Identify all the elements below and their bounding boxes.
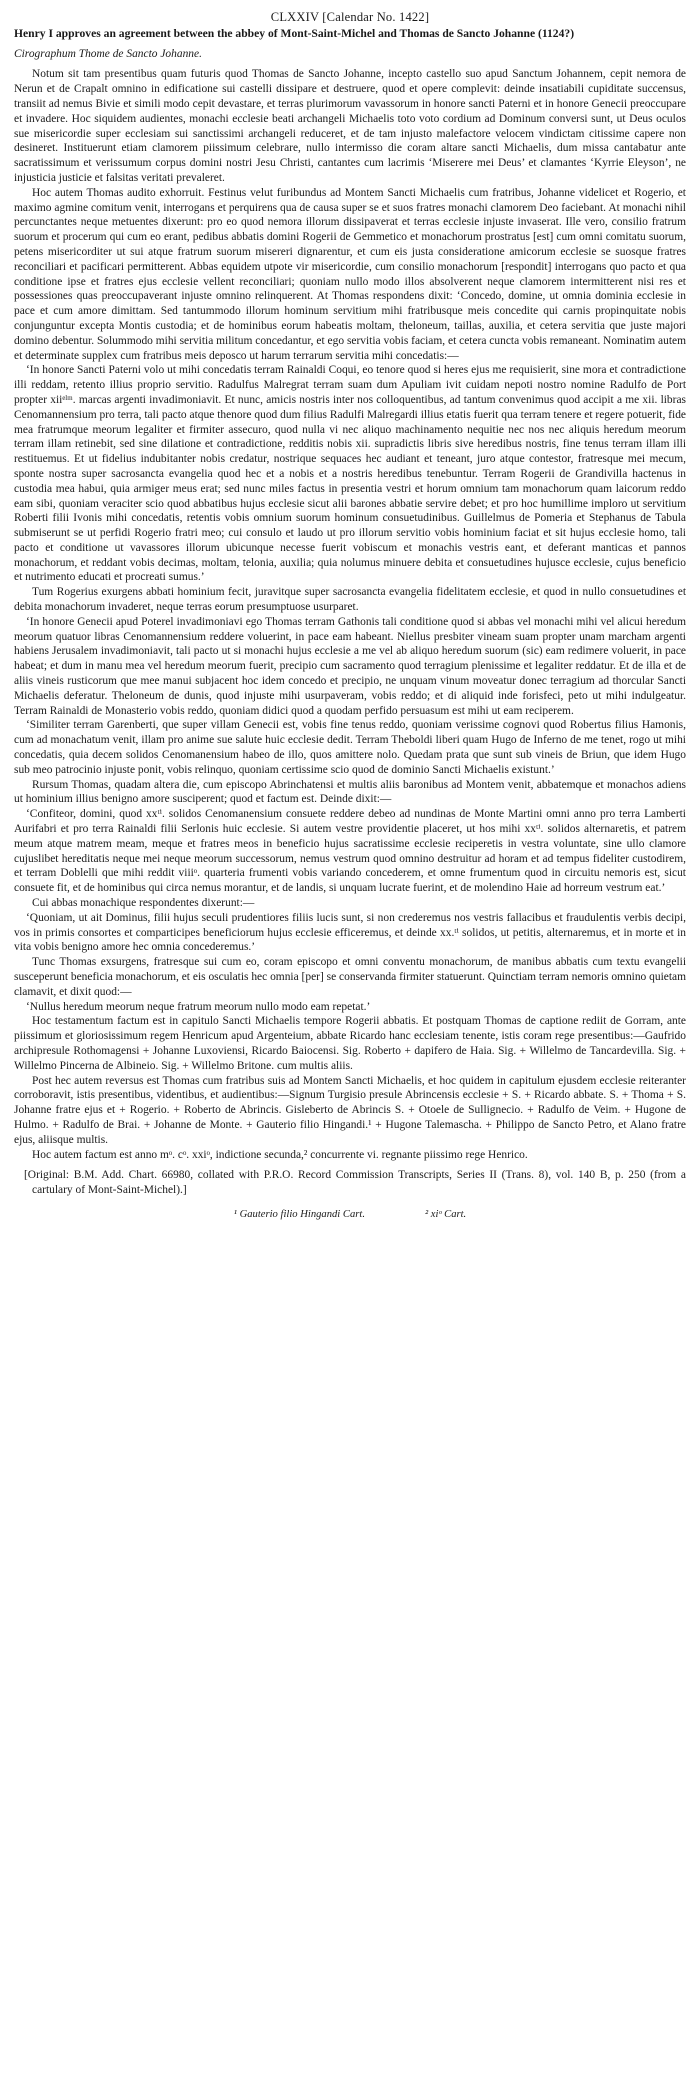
paragraph: Post hec autem reversus est Thomas cum fratribus suis ad Montem Sancti Michaelis, et hoc quidem in capitulum ejusdem ecclesie reiteranter corroboravit, istis presentibus, videntibus, et audientibus:—Signum Turgisio presule Abrincensis ecclesie + S. + Ricardo abbate. S. + Thoma + S. Johanne fratre ejus et + Rogerio. + Roberto de Abrincis. Gisleberto de Abrincis S. + Otoele de Sullignecio. + Radulfo de Veim. + Hugone de Hulmo. + Radulfo de Brai. + Johanne de Monte. + Gauterio filio Hingandi.¹ + Hugone Talemascha. + Philippo de Sancto Petro, et Alano fratre ejus, aliisque multis. — [14, 1074, 686, 1146]
footnote: ² xiᵒ Cart. — [424, 1208, 467, 1220]
paragraph: Hoc autem Thomas audito exhorruit. Festinus velut furibundus ad Montem Sancti Michaelis cum fratribus, Johanne videlicet et Rogerio, et maximo agmine comitum venit, interrogans et perquirens qua de causa super se et suos fratres monachi clamorem Deo faciebant. At monachi nihil percunctantes neque metuentes dixerunt: pro eo quod nemora illorum dissipaverat et terras ecclesie injuste invaserat. Ille vero, consilio fratrum suorum et procerum qui cum eo erant, pedibus abbatis domini Rogerii de Gemmetico et monachorum prostratus [est] cum omni comitatu suorum, petens misericorditer ut sui atque fratrum suorum misereri dignarentur, et cum eis justa consideratione amicorum ecclesie se suosque fratres reconciliari et pacificari permitterent. Abbas equidem utpote vir misericordie, cum consilio monachorum [respondit] interrogans quo pacto et qua conditione ipse et fratres ejus ecclesie vellent reconciliari; quoniam nullo modo illos absolverent neque clamorem intermitterent nisi res et possessiones quas preoccupaverant injuste omnino relinquerent. At Thomas respondens dixit: ‘Concedo, domine, ut omnia dominia ecclesie in pace et cum amore dimittam. Sed tantummodo illorum hominum servitium mihi fratribusque meis concedite qui carnis propinquitate nobis conjunguntur excepta Montis custodia; et de hominibus eorum habeatis moltam, theloneum, taillas, auxilia, et cetera servitia que juste majori domino debentur. Solummodo mihi servitia militum concedantur, et ego servitia vobis faciam, et cetera cuncta vobis remaneant. Nominatim autem et determinate supplex cum fratribus meis deposco ut harum terrarum servitia mihi concedatis:— — [14, 186, 686, 362]
charter-caption: Cirographum Thome de Sancto Johanne. — [14, 47, 202, 60]
paragraph: Rursum Thomas, quadam altera die, cum episcopo Abrinchatensi et multis aliis baronibus ad Montem venit, abbatemque et monachos adiens ut hominium illius benigno amore susciperent; quod et factum est. Deinde dixit:— — [14, 778, 686, 806]
paragraph: ‘Confiteor, domini, quod xxᵗⁱ. solidos Cenomanensium consuete reddere debeo ad nundinas de Monte Martini omni anno pro terra Lamberti Aurifabri et pro terra Rainaldi filii Serlonis huic ecclesie. Si autem vestre providentie placeret, ut hos mihi xxᵗⁱ. solidos alternaretis, et patrem meum atque matrem meam, meque et fratres meos in beneficio hujus sacratissime ecclesie reciperetis in vestra voluntate, sine ullo clamore cujuslibet hereditatis neque mei neque meorum successorum, nemus vestrum quod omnino destruitur ad horam et ad tempus fideliter custodirem, et terram Doblelli que mihi reddit viiiᵒ. quarteria frumenti vobis variando concederem, et omne frumentum quod in circuitu nemoris est, sicut consuete fit, et de hominibus qui circa nemus morantur, et de landis, si unquam lucrate fuerint, et de molendino Haie ad horreum vestrum eat.’ — [14, 808, 686, 895]
charter-number: CLXXIV [Calendar No. 1422] — [270, 10, 430, 24]
paragraph: ‘Nullus heredum meorum neque fratrum meorum nullo modo eam repetat.’ — [26, 1000, 371, 1013]
paragraph: Hoc autem factum est anno mᵒ. cᵒ. xxiᵒ, indictione secunda,² concurrente vi. regnante piissimo rege Henrico. — [32, 1148, 528, 1161]
paragraph: Notum sit tam presentibus quam futuris quod Thomas de Sancto Johanne, incepto castello suo apud Sanctum Johannem, cepit nemora de Nerun et de Crapalt omnino in edificatione sui castelli dissipare et destruere, quod et opere complevit: deinde insatiabili cupiditate succensus, transiit ad nemus Bivie et simili modo cepit devastare, et terras plurimorum vavassorum in honore sancti Paterni et in honore Genecii preoccupare et invadere. Hoc siquidem audientes, monachi ecclesie beati archangeli Michaelis toto voto cordium ad Dominum conversi sunt, ut Deus oculos sue misericordie super ecclesiam sui sanctissimi archangeli reduceret, et de tam injusto malefactore velocem vindictam citissime capere non desineret. Instituerunt etiam clamorem piissimum celebrare, nullo intermisso die coram altare sancti Michaelis, dum missa cantabatur ante sacratissimum et verissumum corpus domini nostri Jesu Christi, cantantes cum lacrimis ‘Miserere mei Deus’ et clamantes ‘Kyrrie Eleyson’, ne injusticia justicie et falsitas veritati prevaleret. — [14, 68, 686, 184]
paragraph: Cui abbas monachique respondentes dixerunt:— — [32, 897, 255, 910]
paragraph: ‘In honore Genecii apud Poterel invadimoniavi ego Thomas terram Gathonis tali conditione quod si abbas vel monachi mihi vel alicui heredum meorum quatuor libras Cenomannensium reddere voluerint, in pace eam habeant. Niellus presbiter vineam suam propter unam marcham argenti habiens Jerusalem invadimoniavit, tali pacto ut si monachi hujus ecclesie a me vel ab aliquo heredum suorum (sic) eam redimere voluerit, in pace habeat; et dum in manu mea vel heredum meorum fuerit, precipio cum sacramento quod terragium plenissime et legaliter reddatur. Et de illa et de aliis vineis rusticorum que mee manui subjacent hoc idem concedo et precipio, ne unquam vinum moveatur donec terragium ad thorcular Sancti Michaelis deferatur. Theloneum de dunis, quod injuste mihi usurpaveram, vobis reddo; et di aliquid inde forisfeci, peto ut mihi indulgeatur. Terram Rainaldi de Monasterio vobis reddo, quoniam didici quod a quodam perfido persuasum est mihi ut eam reciperem. — [14, 615, 686, 717]
footnotes — [14, 1208, 686, 1223]
paragraph: Tum Rogerius exurgens abbati hominium fecit, juravitque super sacrosancta evangelia fidelitatem ecclesie, et quod in nullo consuetudines et debita monachorum invaderet, neque terras eorum presumptuose usurparet. — [14, 586, 686, 614]
paragraph: Hoc testamentum factum est in capitulo Sancti Michaelis tempore Rogerii abbatis. Et postquam Thomas de captione rediit de Gorram, ante piissimum et gloriosissimum regem Henricum apud Argenteium, abbate Ricardo hanc ecclesiam tenente, istis coram rege presentibus:—Gaufrido archipresule Rothomagensi + Johanne Luxoviensi, Ricardo Baiocensi. Sig. Roberto + dapifero de Haia. Sig. + Willelmo de Tancardevilla. Sig. + Willelmo Pincerna de Albineio. Sig. + Willelmo Britone. cum multis aliis. — [14, 1015, 686, 1072]
charter-summary: Henry I approves an agreement between the abbey of Mont-Saint-Michel and Thomas de Sancto Johanne (1124?) — [14, 26, 575, 40]
paragraph: ‘Quoniam, ut ait Dominus, filii hujus seculi prudentiores filiis lucis sunt, si non crederemus nos vestris fallacibus et fraudulentis verbis decipi, vos in primis consortes et comparticipes beneficiorum hujus ecclesie efficeremus, et deinde xx.ᵗⁱ solidos, ut petitis, alternaremus, et in morte et in vita vobis benigno amore hec omnia concederemus.’ — [14, 911, 686, 954]
source-note: [Original: B.M. Add. Chart. 66980, collated with P.R.O. Record Commission Transcripts, Series II (Trans. 8), vol. 140 B, p. 250 (from a cartulary of Mont-Saint-Michel).] — [24, 1169, 686, 1197]
charter-body — [14, 67, 686, 1162]
paragraph: ‘Similiter terram Garenberti, que super villam Genecii est, vobis fine tenus reddo, quoniam verissime cognovi quod Robertus filius Hamonis, cum ad monachatum venit, illam pro anime sue salute huic ecclesie dedit. Terram Theboldi liberi quam Hugo de Inferno de me tenet, rogo ut mihi concedatis, quia decem solidos Cenomanensium habeo de illo, quos amittere nolo. Quedam prata que sunt sub vineis de Briun, que idem Hugo sub meo patrocinio injuste ponit, vobis relinquo, quoniam certissime scio quod de dominio Sancti Michaelis existunt.’ — [14, 719, 686, 776]
paragraph: Tunc Thomas exsurgens, fratresque sui cum eo, coram episcopo et omni conventu monachorum, de manibus abbatis cum textu evangelii susceperunt beneficia monachorum, et eis osculatis hec omnia [per] se conservanda firmiter statuerunt. Quinctiam terram nemoris omnino quietam clamavit, et dixit quod:— — [14, 956, 686, 998]
paragraph: ‘In honore Sancti Paterni volo ut mihi concedatis terram Rainaldi Coqui, eo tenore quod si heres ejus me requisierit, sine mora et contradictione illi reddam, retento illius proprio servitio. Radulfus Malregrat terram suam dum Apuliam ivit cuidam nepoti nostro nomine Radulfo de Port propter xiiᵉˡᵐ. marcas argenti invadimoniavit. Et nunc, amicis nostris inter nos colloquentibus, ad tantum convenimus quod accipit a me xii. libras Cenomannensium pro terra, tali pacto atque thenore quod dum filius Radulfi Malregardi illius etatis fuerit qua terram tenere et regere potuerit, fide mea fratrumque meorum legaliter et firmiter assecuro, quod nulla vi nec aliquo machinamento nequitie nec nos nec aliquis heredum meorum terram illam retinebit, sed sine dilatione et contradictione, redditis nobis xii. supradictis libris sive heredibus nostris, fine tenus terram illam illi restituemus. Et ut fidelius indubitanter nobis credatur, nostrique sequaces hec audiant et teneant, juro atque contestor, fratresque mei mecum, sponte nostra super sacrosancta evangelia quod hec et a nobis et a nostris heredibus tenebuntur. Terram Rogerii de Grandivilla hactenus in custodia mea habui, quia armiger meus erat; sed nunc miles factus in presentia vestri et horum omnium tam monachorum quam laicorum reddo eam sibi, quoniam veraciter scio quod abbatibus hujus ecclesie sicut alii barones abbatie servire debet; et pro hoc humillime imploro ut servitium Roberti filii Ivonis mihi concedatis, retentis vobis omnium suorum hominum consuetudinibus. Guillelmus de Pomeria et Stephanus de Tabula submiserunt se ut perfidi Rogerio fratri meo; cui consulo et laudo ut pro illorum servitio vobis hominium faciat et sit hujus ecclesie homo, tali pacto et conditione ut vavassores illorum ubicunque necesse fuerit vobiscum et monachis vestris eant, et deferant manticas et pannos monachorum, et reddant vobis decimas, moltam, telonia, auxilia; quia nolumus minuere debita et consuetudines hujusce ecclesie, cujus beneficio et nutrimento educati et procreati sumus.’ — [14, 364, 686, 584]
footnote: ¹ Gauterio filio Hingandi Cart. — [233, 1208, 365, 1220]
